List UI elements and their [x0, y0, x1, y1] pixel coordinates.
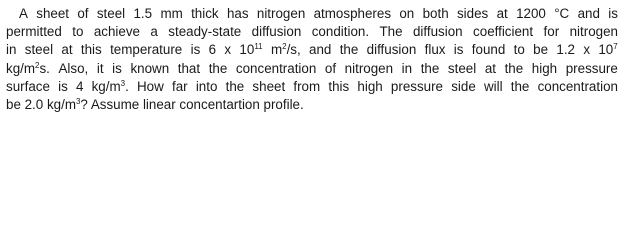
- problem-word: sheet: [36, 6, 70, 21]
- problem-word: 1.5: [133, 6, 153, 21]
- problem-word: diffusion: [366, 42, 417, 58]
- problem-word: is: [453, 42, 464, 58]
- problem-word: the: [225, 78, 245, 94]
- problem-word: for: [543, 24, 560, 40]
- problem-word: 1200: [516, 6, 546, 21]
- problem-word: the: [510, 78, 530, 94]
- problem-word: $10^7$: [598, 42, 618, 58]
- problem-word: this: [80, 42, 102, 58]
- problem-word: at: [484, 60, 496, 76]
- problem-line-2: [6, 23, 618, 41]
- problem-word: steel: [96, 6, 126, 21]
- problem-word: that: [177, 60, 201, 76]
- problem-word: permitted: [6, 24, 62, 40]
- problem-word: found: [471, 42, 506, 58]
- problem-word: both: [422, 6, 449, 21]
- problem-word: at: [496, 6, 508, 21]
- problem-word: A: [19, 6, 28, 21]
- problem-word: known: [130, 60, 170, 76]
- problem-word: is: [58, 78, 68, 94]
- problem-word: and: [309, 42, 332, 58]
- problem-word: condition.: [311, 24, 370, 40]
- problem-word: high: [531, 60, 558, 76]
- problem-word: the: [339, 42, 359, 58]
- problem-word: in: [401, 60, 413, 76]
- problem-word: the: [504, 60, 524, 76]
- problem-word: x: [224, 42, 232, 58]
- problem-word: surface: [6, 78, 50, 94]
- problem-word: 1.2: [556, 42, 575, 58]
- problem-word: 6: [208, 42, 217, 58]
- problem-word: this: [328, 78, 350, 94]
- problem-line-5: [6, 78, 618, 96]
- problem-word: is: [190, 42, 201, 58]
- problem-word: sheet: [252, 78, 286, 94]
- problem-word: a: [150, 24, 158, 40]
- problem-word: of: [324, 60, 337, 76]
- problem-word: $m^2/s$,: [270, 42, 301, 58]
- problem-word: flux: [424, 42, 446, 58]
- problem-word: will: [483, 78, 503, 94]
- problem-word: sides: [456, 6, 489, 21]
- problem-word: steel: [447, 60, 477, 76]
- problem-word: Also,: [58, 60, 89, 76]
- problem-word: steel: [24, 42, 54, 58]
- problem-word: on: [399, 6, 415, 21]
- problem-word: be: [533, 42, 549, 58]
- problem-word: side: [451, 78, 476, 94]
- problem-word: it: [96, 60, 104, 76]
- problem-word: $kg/m^3$.: [91, 78, 129, 94]
- problem-word: is: [112, 60, 122, 76]
- problem-word: How: [137, 78, 164, 94]
- problem-word: $kg/m^2s$.: [6, 60, 50, 76]
- problem-word: the: [420, 60, 440, 76]
- problem-word: mm: [160, 6, 183, 21]
- problem-word: pressure: [565, 60, 618, 76]
- problem-word: steady-state: [168, 24, 242, 40]
- problem-word: concentration: [537, 78, 618, 94]
- problem-word: thick: [191, 6, 219, 21]
- problem-word: at: [61, 42, 73, 58]
- problem-word: achieve: [93, 24, 140, 40]
- problem-word: $10^{11}$: [239, 42, 263, 58]
- problem-word: high: [357, 78, 383, 94]
- problem-word: far: [172, 78, 188, 94]
- problem-word: to: [72, 24, 84, 40]
- problem-word: °C: [554, 6, 570, 21]
- problem-word: nitrogen: [569, 24, 618, 40]
- problem-word: diffusion: [412, 24, 463, 40]
- problem-word: the: [208, 60, 228, 76]
- problem-line-3: [6, 41, 618, 59]
- problem-word: is: [608, 6, 618, 21]
- problem-word: nitrogen: [344, 60, 394, 76]
- problem-line-6: [6, 96, 618, 114]
- problem-word: x: [583, 42, 591, 58]
- problem-word: 4: [75, 78, 84, 94]
- problem-word: of: [77, 6, 89, 21]
- problem-word: into: [195, 78, 218, 94]
- problem-word: concentration: [235, 60, 317, 76]
- problem-word: from: [293, 78, 321, 94]
- problem-word: atmospheres: [313, 6, 392, 21]
- problem-word: coefficient: [473, 24, 534, 40]
- problem-word: diffusion: [251, 24, 302, 40]
- problem-word: nitrogen: [256, 6, 306, 21]
- problem-word: in: [6, 42, 17, 58]
- problem-line-text: be 2.0 $kg/m^3$? Assume linear concentartion profile.: [6, 96, 304, 112]
- problem-line-1: [6, 5, 618, 23]
- problem-line-4: [6, 60, 618, 78]
- problem-word: to: [513, 42, 525, 58]
- problem-word: temperature: [110, 42, 183, 58]
- problem-word: pressure: [390, 78, 444, 94]
- problem-word: and: [577, 6, 600, 21]
- problem-word: has: [226, 6, 249, 21]
- problem-word: The: [379, 24, 403, 40]
